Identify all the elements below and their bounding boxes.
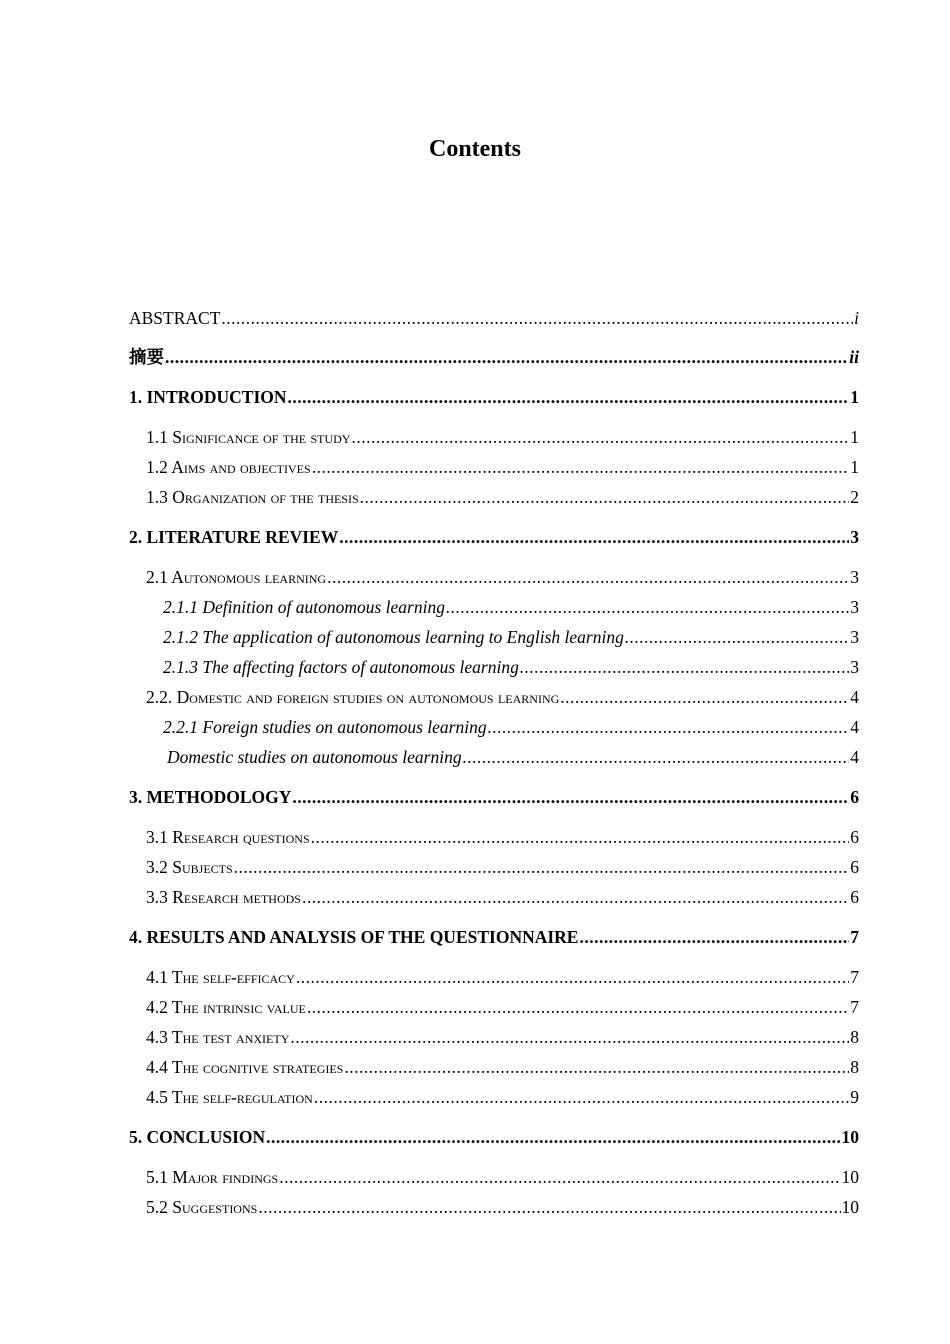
toc-entry-page: 9 xyxy=(850,1087,859,1107)
toc-entry-label: 4.2 The intrinsic value xyxy=(146,997,306,1017)
toc-entry-page: 4 xyxy=(850,717,859,737)
toc-entry-chapter-5[interactable] xyxy=(129,1126,859,1148)
toc-entry-section-2-2-1[interactable] xyxy=(163,716,859,738)
dot-leader xyxy=(266,1126,840,1148)
toc-entry-page: 10 xyxy=(841,1197,859,1217)
toc-entry-page: 10 xyxy=(841,1167,859,1187)
toc-entry-label: Domestic studies on autonomous learning xyxy=(167,747,462,767)
toc-entry-section-2-1[interactable] xyxy=(146,566,859,588)
toc-entry-label: 5.1 Major findings xyxy=(146,1167,279,1187)
toc-entry-page: 1 xyxy=(850,387,859,407)
toc-entry-chapter-1[interactable] xyxy=(129,386,859,408)
toc-entry-page: 8 xyxy=(850,1027,859,1047)
dot-leader xyxy=(560,686,849,708)
dot-leader xyxy=(221,307,853,329)
toc-entry-page: 2 xyxy=(850,487,859,507)
toc-entry-section-4-3[interactable] xyxy=(146,1026,859,1048)
toc-entry-label: 2.2.1 Foreign studies on autonomous learning xyxy=(163,717,487,737)
dot-leader xyxy=(463,746,850,768)
toc-entry-abstract[interactable] xyxy=(129,307,859,329)
dot-leader xyxy=(351,426,849,448)
toc-entry-abstract-cn[interactable] xyxy=(129,346,859,368)
dot-leader xyxy=(290,1026,849,1048)
toc-entry-page: 6 xyxy=(850,787,859,807)
toc-entry-label: 1. INTRODUCTION xyxy=(129,387,287,407)
toc-entry-label: 4.1 The self-efficacy xyxy=(146,967,295,987)
toc-entry-label: 3.2 Subjects xyxy=(146,857,233,877)
toc-entry-label: 4. RESULTS AND ANALYSIS OF THE QUESTIONNAIRE xyxy=(129,927,579,947)
toc-entry-label: 2.1 Autonomous learning xyxy=(146,567,327,587)
dot-leader xyxy=(520,656,849,678)
toc-entry-page: 3 xyxy=(850,527,859,547)
toc-entry-page: 3 xyxy=(850,597,859,617)
toc-entry-label: 1.2 Aims and objectives xyxy=(146,457,311,477)
toc-entry-label: 5.2 Suggestions xyxy=(146,1197,258,1217)
toc-entry-section-3-2[interactable] xyxy=(146,856,859,878)
toc-entry-label: 2.2. Domestic and foreign studies on autonomous learning xyxy=(146,687,560,707)
toc-entry-section-5-1[interactable] xyxy=(146,1166,859,1188)
toc-entry-page: 4 xyxy=(850,687,859,707)
page-title: Contents xyxy=(428,136,521,162)
toc-entry-page: 1 xyxy=(850,457,859,477)
toc-entry-label: 4.5 The self-regulation xyxy=(146,1087,313,1107)
toc-entry-section-2-1-1[interactable] xyxy=(163,596,859,618)
dot-leader xyxy=(307,996,849,1018)
dot-leader xyxy=(311,826,850,848)
toc-entry-page: 7 xyxy=(850,927,859,947)
toc-entry-label: 2.1.3 The affecting factors of autonomous learning xyxy=(163,657,519,677)
toc-entry-chapter-2[interactable] xyxy=(129,526,859,548)
toc-entry-chapter-4[interactable] xyxy=(129,926,859,948)
toc-entry-label: 3.3 Research methods xyxy=(146,887,301,907)
toc-entry-section-2-1-2[interactable] xyxy=(163,626,859,648)
toc-entry-label: 4.3 The test anxiety xyxy=(146,1027,290,1047)
toc-entry-section-1-2[interactable] xyxy=(146,456,859,478)
toc-entry-page: 7 xyxy=(850,997,859,1017)
toc-entry-section-4-1[interactable] xyxy=(146,966,859,988)
toc-entry-page: 6 xyxy=(850,857,859,877)
dot-leader xyxy=(288,386,850,408)
toc-entry-page: ii xyxy=(849,347,859,367)
toc-entry-section-3-1[interactable] xyxy=(146,826,859,848)
toc-entry-label: 3. METHODOLOGY xyxy=(129,787,292,807)
toc-entry-section-2-1-3[interactable] xyxy=(163,656,859,678)
dot-leader xyxy=(579,926,849,948)
dot-leader xyxy=(344,1056,849,1078)
dot-leader xyxy=(165,346,848,368)
toc-entry-section-4-5[interactable] xyxy=(146,1086,859,1108)
toc-entry-page: 3 xyxy=(850,627,859,647)
toc-entry-page: 10 xyxy=(841,1127,859,1147)
toc-entry-section-3-3[interactable] xyxy=(146,886,859,908)
toc-entry-label: 4.4 The cognitive strategies xyxy=(146,1057,344,1077)
toc-entry-section-1-1[interactable] xyxy=(146,426,859,448)
dot-leader xyxy=(339,526,849,548)
toc-entry-page: 4 xyxy=(850,747,859,767)
toc-entry-label: 1.3 Organization of the thesis xyxy=(146,487,359,507)
dot-leader xyxy=(625,626,849,648)
dot-leader xyxy=(279,1166,840,1188)
toc-entry-label: 2. LITERATURE REVIEW xyxy=(129,527,339,547)
dot-leader xyxy=(234,856,850,878)
toc-entry-section-1-3[interactable] xyxy=(146,486,859,508)
toc-entry-label: 2.1.1 Definition of autonomous learning xyxy=(163,597,445,617)
dot-leader xyxy=(327,566,849,588)
toc-entry-label: 5. CONCLUSION xyxy=(129,1127,266,1147)
toc-entry-label: 摘要 xyxy=(129,347,164,367)
toc-entry-page: i xyxy=(854,308,859,328)
dot-leader xyxy=(314,1086,849,1108)
dot-leader xyxy=(360,486,850,508)
toc-entry-section-4-2[interactable] xyxy=(146,996,859,1018)
toc-entry-section-2-2[interactable] xyxy=(146,686,859,708)
dot-leader xyxy=(312,456,850,478)
toc-entry-label: ABSTRACT xyxy=(129,308,221,328)
dot-leader xyxy=(296,966,849,988)
toc-entry-chapter-3[interactable] xyxy=(129,786,859,808)
dot-leader xyxy=(292,786,849,808)
toc-entry-section-4-4[interactable] xyxy=(146,1056,859,1078)
dot-leader xyxy=(258,1196,840,1218)
dot-leader xyxy=(302,886,849,908)
toc-entry-page: 7 xyxy=(850,967,859,987)
toc-entry-page: 3 xyxy=(850,567,859,587)
toc-entry-page: 8 xyxy=(850,1057,859,1077)
toc-entry-page: 6 xyxy=(850,827,859,847)
toc-entry-page: 1 xyxy=(850,427,859,447)
toc-entry-label: 3.1 Research questions xyxy=(146,827,310,847)
toc-entry-page: 6 xyxy=(850,887,859,907)
toc-entry-label: 1.1 Significance of the study xyxy=(146,427,351,447)
dot-leader xyxy=(488,716,850,738)
toc-entry-label: 2.1.2 The application of autonomous learning to English learning xyxy=(163,627,624,647)
toc-entry-section-2-2-2[interactable] xyxy=(167,746,859,768)
toc-entry-section-5-2[interactable] xyxy=(146,1196,859,1218)
dot-leader xyxy=(446,596,849,618)
toc-entry-page: 3 xyxy=(850,657,859,677)
